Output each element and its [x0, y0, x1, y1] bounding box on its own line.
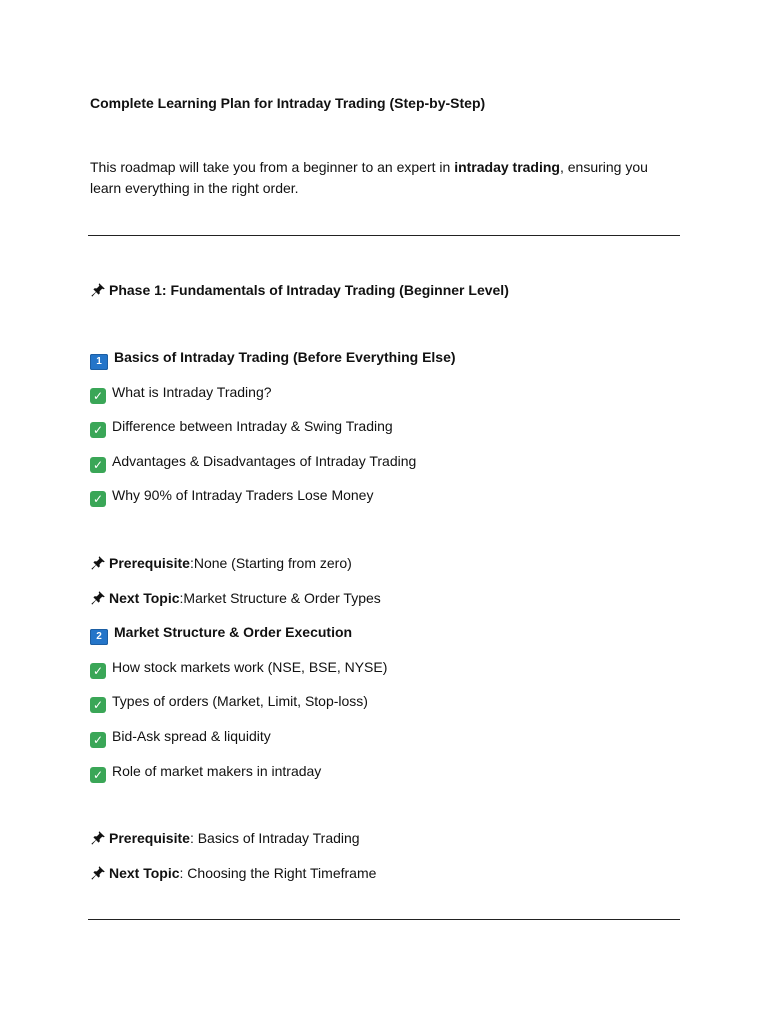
check-mark-button-icon: ✓ — [90, 491, 106, 507]
list-item-text: How stock markets work (NSE, BSE, NYSE) — [112, 659, 388, 675]
next-topic-value: : Choosing the Right Timeframe — [179, 865, 377, 881]
divider-bottom — [88, 919, 680, 920]
section1-prerequisite — [90, 553, 352, 573]
check-mark-button-icon: ✓ — [90, 732, 106, 748]
pushpin-icon — [90, 282, 106, 298]
list-item — [90, 726, 271, 748]
list-item-text: Role of market makers in intraday — [112, 763, 322, 779]
divider-top — [88, 235, 680, 236]
intro-text-2: , ensuring you learn everything in the right order. — [90, 159, 648, 196]
list-item — [90, 451, 416, 473]
check-mark-button-icon: ✓ — [90, 422, 106, 438]
section2-next-topic — [90, 863, 376, 883]
list-item-text: Types of orders (Market, Limit, Stop-loss) — [112, 693, 368, 709]
section2-prerequisite — [90, 828, 360, 848]
list-item — [90, 761, 321, 783]
next-topic-label: Next Topic — [109, 865, 180, 881]
keycap-number-icon: 2 — [90, 629, 108, 645]
document-title: Complete Learning Plan for Intraday Trading (Step-by-Step) — [90, 95, 486, 111]
list-item-text: Advantages & Disadvantages of Intraday Trading — [112, 453, 417, 469]
intro-paragraph — [90, 157, 675, 199]
section1-next-topic — [90, 588, 381, 608]
pushpin-icon — [90, 830, 106, 846]
prerequisite-label: Prerequisite — [109, 830, 190, 846]
intro-text-1: This roadmap will take you from a beginner to an expert in — [90, 159, 455, 175]
list-item-text: Why 90% of Intraday Traders Lose Money — [112, 487, 374, 503]
pushpin-icon — [90, 865, 106, 881]
list-item — [90, 691, 368, 713]
phase1-heading — [90, 280, 509, 300]
check-mark-button-icon: ✓ — [90, 388, 106, 404]
section2-heading — [90, 622, 352, 645]
list-item — [90, 416, 393, 438]
list-item-text: Bid-Ask spread & liquidity — [112, 728, 271, 744]
intro-bold-term: intraday trading — [454, 159, 560, 175]
keycap-number-icon: 1 — [90, 354, 108, 370]
section1-heading — [90, 347, 456, 370]
prerequisite-value: : Basics of Intraday Trading — [189, 830, 360, 846]
check-mark-button-icon: ✓ — [90, 663, 106, 679]
section2-heading-text: Market Structure & Order Execution — [114, 624, 353, 640]
check-mark-button-icon: ✓ — [90, 697, 106, 713]
pushpin-icon — [90, 555, 106, 571]
pushpin-icon — [90, 590, 106, 606]
list-item-text: What is Intraday Trading? — [112, 384, 272, 400]
check-mark-button-icon: ✓ — [90, 767, 106, 783]
prerequisite-value: :None (Starting from zero) — [189, 555, 352, 571]
phase1-heading-text: Phase 1: Fundamentals of Intraday Trading (Beginner Level) — [109, 282, 509, 298]
section1-heading-text: Basics of Intraday Trading (Before Everything Else) — [114, 349, 456, 365]
check-mark-button-icon: ✓ — [90, 457, 106, 473]
list-item-text: Difference between Intraday & Swing Trading — [112, 418, 393, 434]
next-topic-label: Next Topic — [109, 590, 180, 606]
list-item — [90, 485, 373, 507]
list-item — [90, 657, 387, 679]
prerequisite-label: Prerequisite — [109, 555, 190, 571]
list-item — [90, 382, 272, 404]
next-topic-value: :Market Structure & Order Types — [179, 590, 381, 606]
